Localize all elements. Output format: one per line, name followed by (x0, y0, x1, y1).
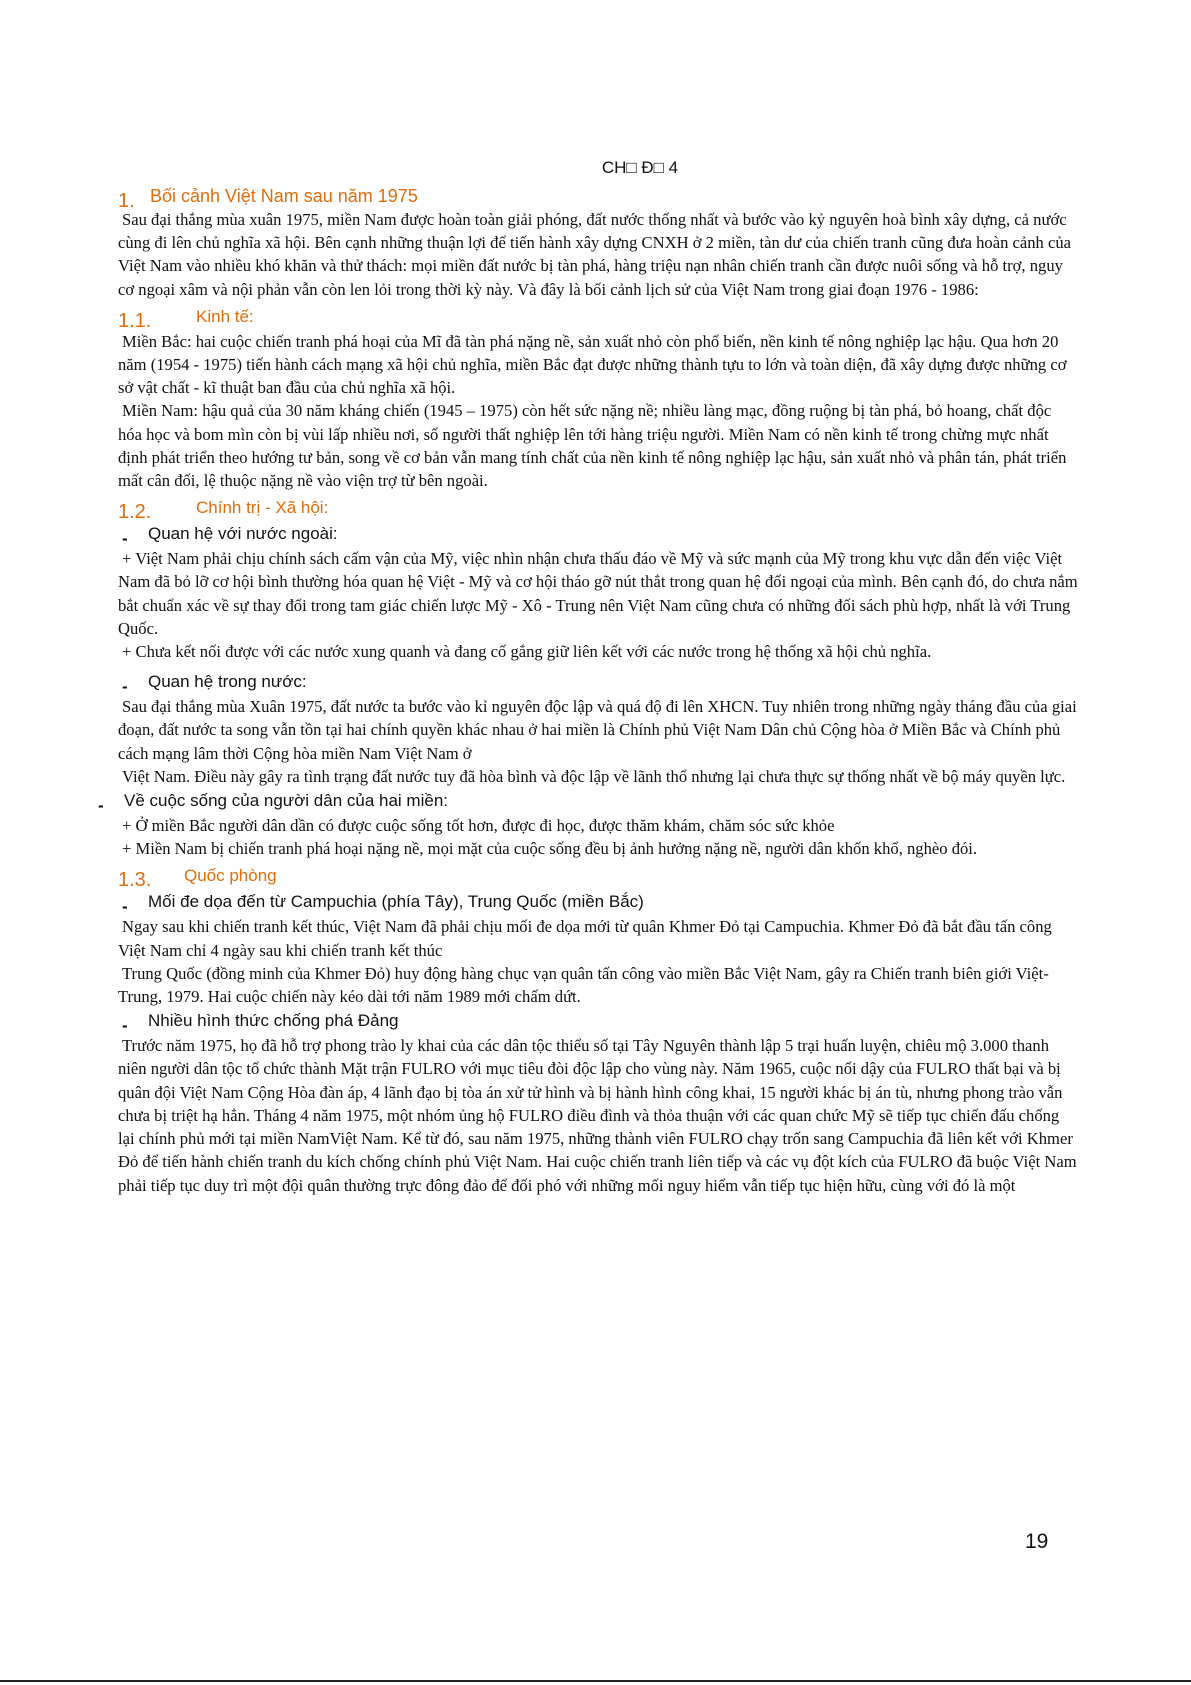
bullet-label: Mối đe dọa đến từ Campuchia (phía Tây), Trung Quốc (miền Bắc) (148, 892, 644, 912)
paragraph-life-2: + Miền Nam bị chiến tranh phá hoại nặng nề, mọi mặt của cuộc sống đều bị ảnh hưởng nặng nề, người dân khốn khổ, nghèo đói. (122, 839, 978, 859)
bullet-foreign-relations (118, 521, 1078, 547)
section-title: Quốc phòng (184, 866, 277, 886)
section-1-3-heading (118, 862, 1078, 892)
section-number: 1.3. (118, 869, 152, 892)
bullet-label: Quan hệ trong nước: (148, 672, 307, 692)
section-1-1-heading (118, 303, 1078, 330)
dash-marker: - (98, 796, 104, 816)
paragraph-life-1: + Ở miền Bắc người dân dần có được cuộc sống tốt hơn, được đi học, được thăm khám, chăm sóc sức khỏe (122, 816, 835, 836)
bullet-label: Nhiều hình thức chống phá Đảng (148, 1011, 399, 1031)
paragraph-context: Sau đại thắng mùa xuân 1975, miền Nam được hoàn toàn giải phóng, đất nước thống nhất và bước vào kỷ nguyên hoà bình xây dựng, cả nước cùng đi lên chủ nghĩa xã hội. Bên cạnh những thuận lợi để tiến hành xây dựng CNXH ở 2 miền, tàn dư của chiến tranh cũng đưa hoàn cảnh của Việt Nam vào nhiều khó khăn và thử thách: mọi miền đất nước bị tàn phá, hàng triệu nạn nhân chiến tranh cần được nuôi sống và hỗ trợ, nguy cơ ngoại xâm và nội phản vẫn còn len lỏi trong thời kỳ này. Và đây là bối cảnh lịch sử của Việt Nam trong giai đoạn 1976 - 1986: (118, 210, 1072, 299)
section-number: 1. (118, 190, 135, 212)
paragraph-foreign-1: + Việt Nam phải chịu chính sách cấm vận của Mỹ, việc nhìn nhận chưa thấu đáo về Mỹ và sức mạnh của Mỹ trong khu vực dẫn đến việc Việt Nam đã bỏ lỡ cơ hội bình thường hóa quan hệ Việt - Mỹ và cơ hội tháo gỡ nút thắt trong quan hệ đối ngoại của mình. Bên cạnh đó, do chưa nắm bắt chuẩn xác về sự thay đổi trong tam giác chiến lược Mỹ - Xô - Trung nên Việt Nam cũng chưa có những đối sách phù hợp, nhất là với Trung Quốc. (118, 549, 1078, 638)
page-content (98, 184, 1078, 1197)
paragraph-threat-1: Ngay sau khi chiến tranh kết thúc, Việt Nam đã phải chịu mối đe dọa mới từ quân Khmer Đỏ tại Campuchia. Khmer Đỏ đã bắt đầu tấn công Việt Nam chỉ 4 ngày sau khi chiến tranh kết thúc (118, 917, 1052, 960)
paragraph-sabotage-1: Trước năm 1975, họ đã hỗ trợ phong trào ly khai của các dân tộc thiểu số tại Tây Nguyên thành lập 5 trại huấn luyện, chiêu mộ 3.000 thanh niên người dân tộc tổ chức thành Mặt trận FULRO với mục tiêu đòi độc lập cho vùng này. Năm 1965, cuộc nổi dậy của FULRO thất bại và bị quân đội Việt Nam Cộng Hòa đàn áp, 4 lãnh đạo bị tòa án xử tử hình và bị hành hình công khai, 15 người khác bị án tù, nhưng phong trào vẫn chưa bị triệt hạ hẳn. Tháng 4 năm 1975, một nhóm ủng hộ FULRO điều đình và thỏa thuận với các quan chức Mỹ sẽ tiếp tục chiến đấu chống lại chính phủ mới tại miền NamViệt Nam. Kể từ đó, sau năm 1975, những thành viên FULRO chạy trốn sang Campuchia đã liên kết với Khmer Đỏ để tiến hành chiến tranh du kích chống chính phủ Việt Nam. Hai cuộc chiến tranh liên tiếp và các vụ đột kích của FULRO đã buộc Việt Nam phải tiếp tục duy trì một đội quân thường trực đông đảo để đối phó với những mối nguy hiểm vẫn tiếp tục hiện hữu, cùng với đó là một (118, 1036, 1077, 1195)
page-number: 19 (1025, 1530, 1049, 1553)
section-title: Bối cảnh Việt Nam sau năm 1975 (150, 186, 418, 206)
dash-marker: - (122, 897, 128, 917)
section-number: 1.1. (118, 309, 152, 332)
paragraph-domestic-1: Sau đại thắng mùa Xuân 1975, đất nước ta bước vào kỉ nguyên độc lập và quá độ đi lên XHCN. Tuy nhiên trong những ngày tháng đầu của giai đoạn, đất nước ta song vẫn tồn tại hai chính quyền khác nhau ở hai miền là Chính phủ Việt Nam Dân chủ Cộng hòa ở Miền Bắc và Chính phủ cách mạng lâm thời Cộng hòa miền Nam Việt Nam ở (118, 697, 1077, 763)
bullet-sabotage (118, 1008, 1078, 1034)
section-number: 1.2. (118, 501, 152, 524)
dash-marker: - (122, 529, 128, 549)
bullet-threat (118, 889, 1078, 915)
dash-marker: - (122, 1016, 128, 1036)
section-1-heading (118, 184, 1078, 212)
bullet-domestic-relations (118, 669, 1078, 695)
section-title: Chính trị - Xã hội: (196, 498, 329, 518)
section-1-2-heading (118, 494, 1078, 524)
bullet-label: Về cuộc sống của người dân của hai miền: (124, 791, 449, 811)
bullet-label: Quan hệ với nước ngoài: (148, 524, 338, 544)
chapter-title: CH□ Đ□ 4 (601, 158, 679, 177)
section-title: Kinh tế: (196, 306, 254, 326)
dash-marker: - (122, 677, 128, 697)
paragraph-domestic-2: Việt Nam. Điều này gây ra tình trạng đất nước tuy đã hòa bình và độc lập về lãnh thổ nhưng lại chưa thực sự thống nhất về bộ máy quyền lực. (122, 766, 1066, 786)
bullet-people-life (94, 788, 1078, 814)
paragraph-foreign-2: + Chưa kết nối được với các nước xung quanh và đang cố gắng giữ liên kết với các nước trong hệ thống xã hội chủ nghĩa. (122, 642, 932, 662)
paragraph-threat-2: Trung Quốc (đồng minh của Khmer Đỏ) huy động hàng chục vạn quân tấn công vào miền Bắc Việt Nam, gây ra Chiến tranh biên giới Việt-Trung, 1979. Hai cuộc chiến này kéo dài tới năm 1989 mới chấm dứt. (118, 963, 1049, 1007)
paragraph-north-economy: Miền Bắc: hai cuộc chiến tranh phá hoại của Mĩ đã tàn phá nặng nề, sản xuất nhỏ còn phổ biến, nền kinh tế nông nghiệp lạc hậu. Qua hơn 20 năm (1954 - 1975) tiến hành cách mạng xã hội chủ nghĩa, miền Bắc đạt được những thành tựu to lớn và toàn diện, đã xây dựng được những cơ sở vật chất - kĩ thuật ban đầu của chủ nghĩa xã hội. (118, 331, 1067, 398)
paragraph-south-economy: Miền Nam: hậu quả của 30 năm kháng chiến (1945 – 1975) còn hết sức nặng nề; nhiều làng mạc, đồng ruộng bị tàn phá, bỏ hoang, chất độc hóa học và bom mìn còn bị vùi lấp nhiều nơi, số người thất nghiệp lên tới hàng triệu người. Miền Nam có nền kinh tế trong chừng mực nhất định phát triển theo hướng tư bản, song về cơ bản vẫn mang tính chất của nền kinh tế nông nghiệp lạc hậu, sản xuất nhỏ và phân tán, phát triển mất cân đối, lệ thuộc nặng nề vào viện trợ từ bên ngoài. (118, 401, 1067, 491)
footer-rule (0, 1680, 1191, 1682)
